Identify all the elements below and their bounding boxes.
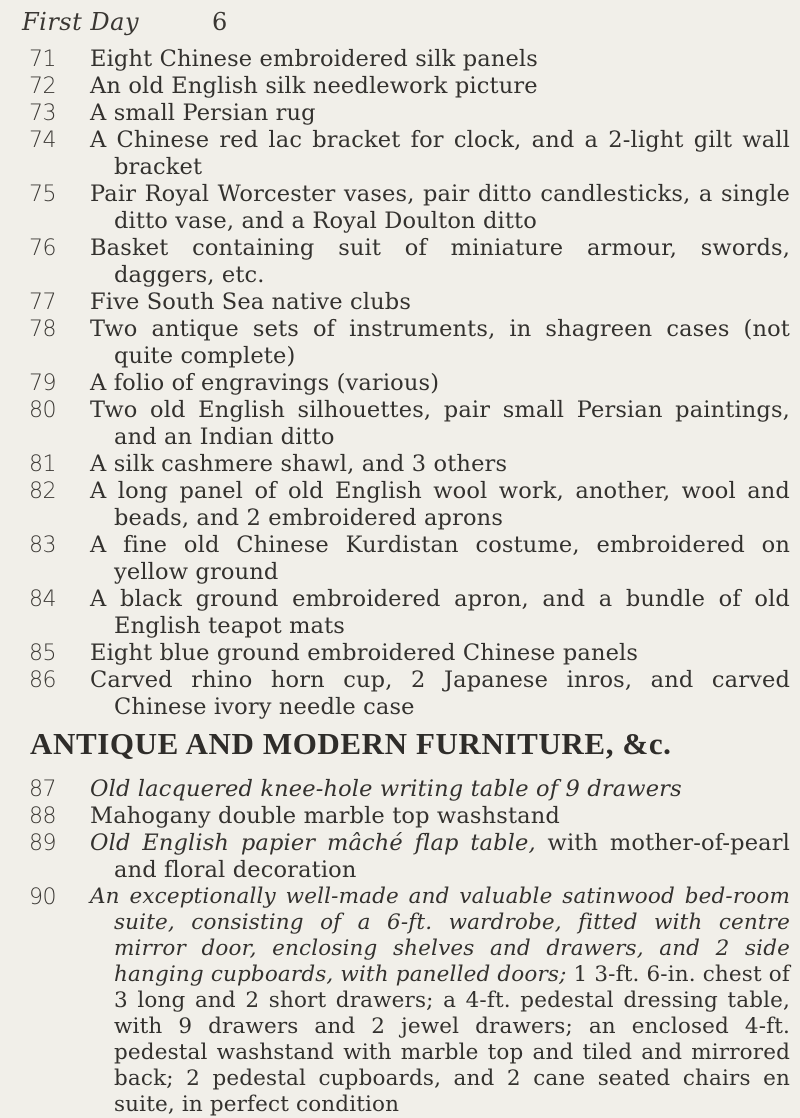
- lot-description-rest: 1 3-ft. 6-in. chest of 3 long and 2 short drawers; a 4-ft. pedestal dressing table, with 9 drawers and 2 jewel drawers; an enclosed 4-ft. pedestal washstand with marble top and tiled and mirrored back; 2 pedestal cupboards, and 2 cane seated chairs en suite, in perfect condition: [114, 962, 790, 1117]
- lot-description: Eight blue ground embroidered Chinese panels: [90, 640, 639, 666]
- lot-description: A black ground embroidered apron, and a bundle of old English teapot mats: [90, 586, 790, 639]
- lot-number: 82: [29, 479, 56, 504]
- lot-description: Five South Sea native clubs: [90, 289, 412, 315]
- lot-number: 77: [29, 290, 56, 315]
- lot-number: 89: [29, 831, 56, 856]
- lot-description: Basket containing suit of miniature armour, swords, daggers, etc.: [90, 235, 790, 288]
- lot-description: Eight Chinese embroidered silk panels: [90, 46, 538, 72]
- lot-number: 73: [29, 101, 56, 126]
- lot-number: 80: [29, 398, 56, 423]
- lot-number: 88: [29, 804, 56, 829]
- lot-description: [90, 830, 790, 884]
- lot-description: An old English silk needlework picture: [90, 73, 538, 99]
- lot-number: 87: [29, 777, 56, 802]
- lot-number: 72: [29, 74, 56, 99]
- lot-description: Mahogany double marble top washstand: [90, 803, 560, 829]
- lot-description-italic: An exceptionally well-made and valuable satinwood bed-room suite, consisting of a 6-ft. wardrobe, fitted with centre mirror door, enclosing shelves and drawers, and 2 side hanging cupboards, with panelled doors;: [90, 884, 790, 987]
- page-header: [22, 8, 272, 38]
- running-head: First Day: [22, 8, 139, 36]
- lot-description-italic: Old English papier mâché flap table,: [90, 830, 536, 856]
- lot-number: 75: [29, 182, 56, 207]
- lot-description: A fine old Chinese Kurdistan costume, embroidered on yellow ground: [90, 532, 790, 585]
- lot-description-rest: with mother-of-pearl and floral decoration: [114, 830, 790, 883]
- lot-description: Carved rhino horn cup, 2 Japanese inros, and carved Chinese ivory needle case: [90, 667, 790, 720]
- lot-number: 84: [29, 587, 56, 612]
- lot-number: 79: [29, 371, 56, 396]
- lot-number: 74: [29, 128, 56, 153]
- lot-description: A small Persian rug: [90, 100, 316, 126]
- lot-description: A long panel of old English wool work, another, wool and beads, and 2 embroidered aprons: [90, 478, 790, 531]
- lot-number: 83: [29, 533, 56, 558]
- lot-description: [90, 884, 790, 1118]
- page-number: 6: [212, 8, 228, 36]
- lot-description: A Chinese red lac bracket for clock, and a 2-light gilt wall bracket: [90, 127, 790, 180]
- lot-number: 81: [29, 452, 56, 477]
- lot-description: Two antique sets of instruments, in shagreen cases (not quite complete): [90, 316, 790, 369]
- lot-description: A silk cashmere shawl, and 3 others: [90, 451, 508, 477]
- lot-description: Two old English silhouettes, pair small Persian paintings, and an Indian ditto: [90, 397, 790, 450]
- lot-number: 71: [29, 47, 56, 72]
- lot-number: 85: [29, 641, 56, 666]
- lot-number: 76: [29, 236, 56, 261]
- lot-description: A folio of engravings (various): [90, 370, 440, 396]
- lot-description: Old lacquered knee-hole writing table of 9 drawers: [90, 776, 682, 802]
- lot-description: Pair Royal Worcester vases, pair ditto candlesticks, a single ditto vase, and a Royal Doulton ditto: [90, 181, 790, 234]
- lot-number: 78: [29, 317, 56, 342]
- section-heading: ANTIQUE AND MODERN FURNITURE, &c.: [30, 726, 672, 761]
- lot-number: 90: [29, 885, 56, 910]
- lot-number: 86: [29, 668, 56, 693]
